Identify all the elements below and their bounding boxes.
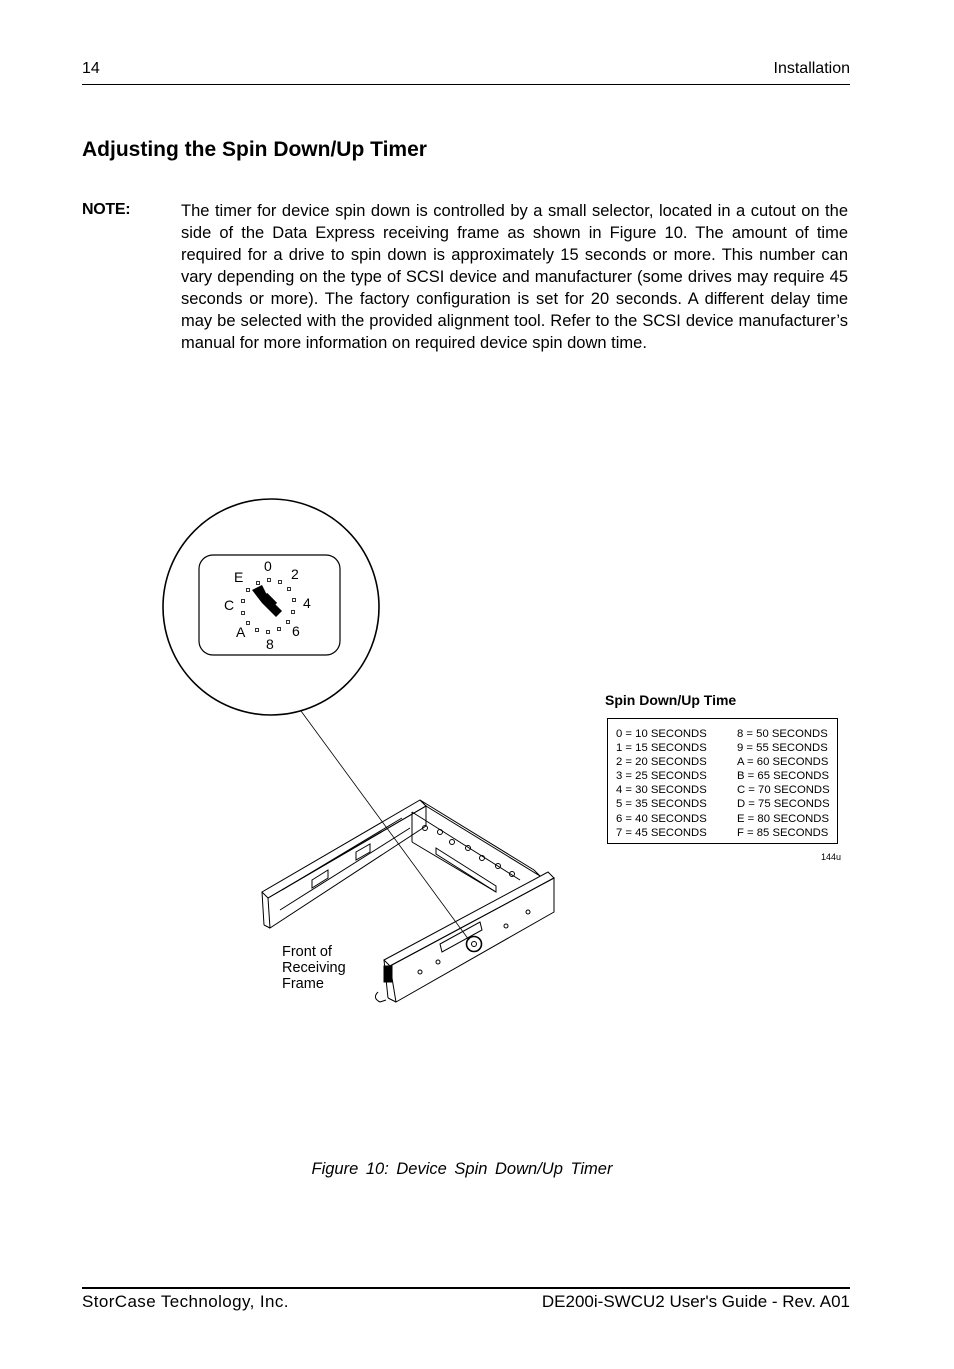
- table-row: 1 = 15 SECONDS: [616, 742, 707, 755]
- selector-highlight-circle: [467, 937, 482, 952]
- dial-label-8: 8: [266, 636, 274, 652]
- dial-label-6: 6: [292, 623, 300, 639]
- dial-pointer: [252, 585, 282, 617]
- spin-table-right-column: [737, 727, 830, 840]
- frame-label-line: Frame: [282, 976, 324, 992]
- frame-label: [282, 944, 346, 992]
- section-title: Adjusting the Spin Down/Up Timer: [82, 138, 427, 161]
- dial-label-4: 4: [303, 595, 311, 611]
- leader-line: [301, 711, 469, 940]
- table-row: D = 75 SECONDS: [737, 798, 830, 811]
- figure-caption: Figure 10: Device Spin Down/Up Timer: [311, 1160, 613, 1178]
- note-label: NOTE:: [82, 201, 131, 218]
- table-row: 8 = 50 SECONDS: [737, 728, 828, 740]
- spin-time-table: [607, 718, 838, 844]
- footer-rule: [82, 1287, 850, 1289]
- table-row: B = 65 SECONDS: [737, 770, 829, 783]
- table-row: C = 70 SECONDS: [737, 784, 830, 797]
- table-row: F = 85 SECONDS: [737, 826, 829, 839]
- note-body: The timer for device spin down is controlled by a small selector, located in a cutout on the side of the Data Express receiving frame as shown in Figure 10. The amount of time required for a drive to spin down is approximately 15 seconds or more. This number can vary depending on the type of SCSI device and manufacturer (some drives may require 45 seconds or more). The factory configuration is set for 20 seconds. A different delay time may be selected with the provided alignment tool. Refer to the SCSI device manufacturer’s manual for more information on required device spin down time.: [181, 202, 848, 352]
- footer-guide-title: DE200i-SWCU2 User's Guide - Rev. A01: [541, 1292, 850, 1311]
- table-row: 4 = 30 SECONDS: [616, 784, 707, 797]
- table-row: 9 = 55 SECONDS: [737, 742, 828, 755]
- page-number: 14: [82, 60, 100, 77]
- dial-label-a: A: [236, 624, 246, 640]
- dial-label-c: C: [224, 597, 235, 613]
- spin-table-title: Spin Down/Up Time: [605, 692, 737, 708]
- table-row: A = 60 SECONDS: [737, 756, 829, 769]
- footer-company: StorCase Technology, Inc.: [82, 1292, 289, 1311]
- frame-label-line: Front of: [282, 944, 332, 960]
- table-row: 7 = 45 SECONDS: [616, 826, 707, 839]
- dial-label-2: 2: [291, 566, 299, 582]
- dial-label-e: E: [234, 569, 244, 585]
- table-row: 2 = 20 SECONDS: [616, 756, 707, 769]
- table-row: 5 = 35 SECONDS: [616, 798, 707, 811]
- table-row: 6 = 40 SECONDS: [616, 812, 707, 825]
- table-row: 0 = 10 SECONDS: [616, 728, 707, 740]
- spin-table-left-column: [616, 727, 707, 840]
- table-row: E = 80 SECONDS: [737, 812, 829, 825]
- dial-label-0: 0: [264, 558, 272, 574]
- table-row: 3 = 25 SECONDS: [616, 770, 707, 783]
- figure-id: 144u: [821, 852, 842, 862]
- running-header-section: Installation: [773, 60, 850, 77]
- frame-label-line: Receiving: [282, 960, 346, 976]
